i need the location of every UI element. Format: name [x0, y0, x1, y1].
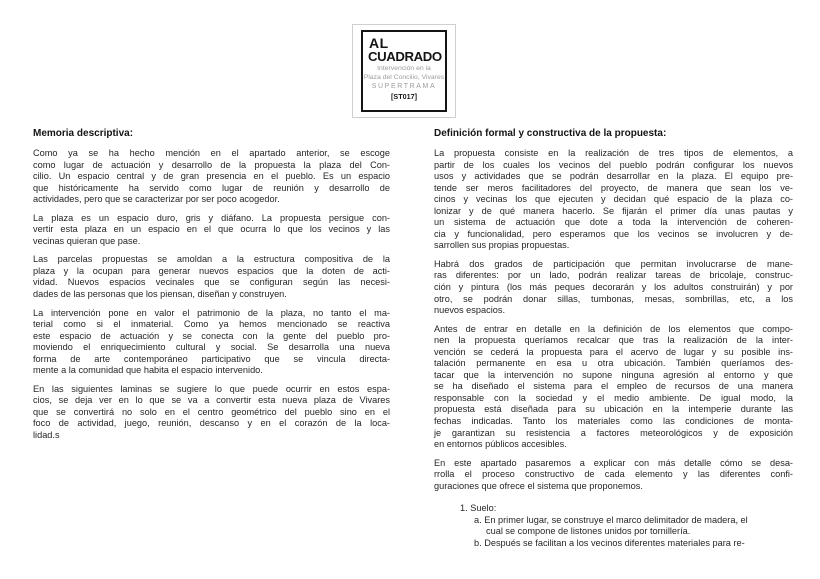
- logo-subtitle-supertrama: SUPERTRAMA: [371, 83, 437, 91]
- text-line: vidad. Nuevos espacios vecinales que se configuran según las necesi-: [33, 277, 390, 288]
- left-column-heading: Memoria descriptiva:: [33, 128, 134, 139]
- paragraph: [33, 384, 390, 442]
- text-line: forma de arte contemporáneo participativo que se vincula directa-: [33, 353, 390, 364]
- logo-subtitle-line2: Plaza del Concilio, Vivares: [363, 73, 445, 81]
- paragraph: [434, 148, 793, 252]
- text-line: ción y pintura (los más peques decorarán y los adultos construirán) y por: [434, 282, 793, 293]
- project-logo-box: [352, 24, 456, 118]
- text-line: tacar que la intervención no supone ninguna agresión al entorno y que: [434, 369, 793, 380]
- text-line: tende ser meros facilitadores del proyecto, de manera que sean los ve-: [434, 182, 793, 193]
- text-line: un sistema de actuación que dote a toda la intervención de coheren-: [434, 217, 793, 228]
- paragraph: [434, 324, 793, 451]
- text-line: fechas indicadas. Tanto los materiales como las condiciones de monta-: [434, 416, 793, 427]
- text-line: cinos y vecinas los que ejecuten y decidan qué espacio de la plaza co-: [434, 194, 793, 205]
- text-line: talación permanente en esa u otra ubicación. También queríamos des-: [434, 358, 793, 369]
- text-line: guraciones que ofrece el sistema que proponemos.: [434, 480, 643, 491]
- text-line: mente a la comunidad que habita el espacio intervenido.: [33, 365, 263, 376]
- text-line: otro, se podrán donar sillas, tumbonas, mesas, sombrillas, etc, a los: [434, 293, 793, 304]
- text-line: vención se cederá la propuesta para el acervo de lugar y su posible ins-: [434, 346, 793, 357]
- text-line: terial como si el inmaterial. Como ya hemos mencionado se reactiva: [33, 319, 390, 330]
- text-line: Como ya se ha hecho mención en el apartado anterior, se escoge: [33, 148, 390, 158]
- text-line: vertir esta plaza en un espacio en el que ocurra lo que los vecinos y las: [33, 224, 390, 235]
- list-subitem-b-line: b. Después se facilitan a los vecinos diferentes materiales para re-: [474, 537, 745, 548]
- text-line: que históricamente ha servido como lugar de reunión y desarrollo de: [33, 182, 390, 193]
- text-line: lonizar y de qué manera hacerlo. Se fijarán el primer día unas pautas y: [434, 205, 793, 216]
- text-line: ras diferentes: por un lado, podrán realizar tareas de bricolaje, construc-: [434, 270, 793, 281]
- left-text-column: [33, 128, 390, 449]
- right-column-heading: Definición formal y constructiva de la propuesta:: [434, 128, 667, 139]
- text-line: vecinas quieran que pase.: [33, 235, 141, 246]
- logo-title-line1: AL: [369, 35, 389, 51]
- list-subitem-a-line: cual se compone de listones unidos por tornillería.: [486, 526, 691, 537]
- text-line: La propuesta consiste en la realización de tres tipos de elementos, a: [434, 148, 793, 158]
- text-line: responsable con la sociedad y el medio ambiente. De igual modo, la: [434, 392, 793, 403]
- text-line: actividades, pero que se caracterizar por ser poco acogedor.: [33, 194, 280, 205]
- logo-subtitle-line1: Intervención en la: [377, 65, 431, 72]
- text-line: moviendo el enriquecimiento cultural y social. Se desarrolla una nueva: [33, 342, 390, 353]
- paragraph: [33, 254, 390, 300]
- paragraph: [33, 148, 390, 206]
- list-subitem-a-line: a. En primer lugar, se construye el marco delimitador de madera, el: [474, 514, 748, 525]
- paragraph: [434, 458, 793, 493]
- text-line: En las siguientes laminas se sugiere lo que puede ocurrir en estos espa-: [33, 383, 390, 394]
- paragraph: [33, 213, 390, 248]
- text-line: que se convertirá no solo en el centro geométrico del pueblo sino en el: [33, 406, 390, 417]
- text-line: partir de los cuales los vecinos del pueblo podrán configurar los nuevos: [434, 159, 793, 170]
- text-line: La plaza es un espacio duro, gris y diáfano. La propuesta persigue con-: [33, 212, 390, 223]
- text-line: foco de actividad, juego, reunión, descanso y en el corazón de la loca-: [33, 418, 390, 429]
- project-logo-inner-frame: [361, 30, 447, 112]
- text-line: se ha diseñado el sistema para el empleo de recursos de una manera: [434, 381, 793, 392]
- text-line: como lugar de actuación y desarrollo de la propuesta la plaza del Con-: [33, 159, 390, 170]
- right-text-column: [434, 128, 793, 550]
- text-line: usos y actividades que se podrán desarrollar en la plaza. El equipo pre-: [434, 171, 793, 182]
- text-line: cios, se deja ver en lo que se va a convertir esta nueva plaza de Vivares: [33, 395, 390, 406]
- logo-project-code: [ST017]: [391, 92, 417, 102]
- text-line: este espacio de actuación y se conecta con la gente del pueblo pro-: [33, 330, 390, 341]
- text-line: lidad.s: [33, 430, 60, 441]
- text-line: en entornos públicos accesibles.: [434, 439, 567, 450]
- logo-title-line2: CUADRADO: [368, 49, 442, 64]
- list-item-suelo: 1. Suelo:: [460, 503, 497, 514]
- text-line: cilio. Un espacio central y de gran presencia en el pueblo. Es un espacio: [33, 171, 390, 182]
- text-line: nen la propuesta queríamos recalcar que tras la realización de la inter-: [434, 335, 793, 346]
- text-line: Las parcelas propuestas se amoldan a la estructura compositiva de la: [33, 254, 390, 265]
- text-line: dades de las personas que los piensan, diseñan y construyen.: [33, 289, 287, 300]
- text-line: rrolla el proceso constructivo de cada elemento y las diferentes confi-: [434, 469, 793, 480]
- paragraph: [434, 259, 793, 317]
- text-line: Habrá dos grados de participación que permitan involucrarse de mane-: [434, 258, 793, 269]
- text-line: propuesta está diseñada para su ubicación en la intemperie durante las: [434, 404, 793, 415]
- paragraph: [33, 308, 390, 377]
- text-line: Antes de entrar en detalle en la definición de los elementos que compo-: [434, 323, 793, 334]
- text-line: plaza y la ocupan para generar nuevos espacios que la doten de acti-: [33, 265, 390, 276]
- text-line: je garantizan su resistencia a factores meteorológicos y de exposición: [434, 427, 793, 438]
- text-line: sarrollen sus propias propuestas.: [434, 240, 570, 251]
- text-line: En este apartado pasaremos a explicar con más detalle cómo se desa-: [434, 457, 793, 468]
- text-line: nuevos espacios.: [434, 305, 505, 316]
- text-line: cia y funcionalidad, pero esperamos que los vecinos se involucren y de-: [434, 228, 793, 239]
- text-line: La intervención pone en valor el patrimonio de la plaza, no tanto el ma-: [33, 307, 390, 318]
